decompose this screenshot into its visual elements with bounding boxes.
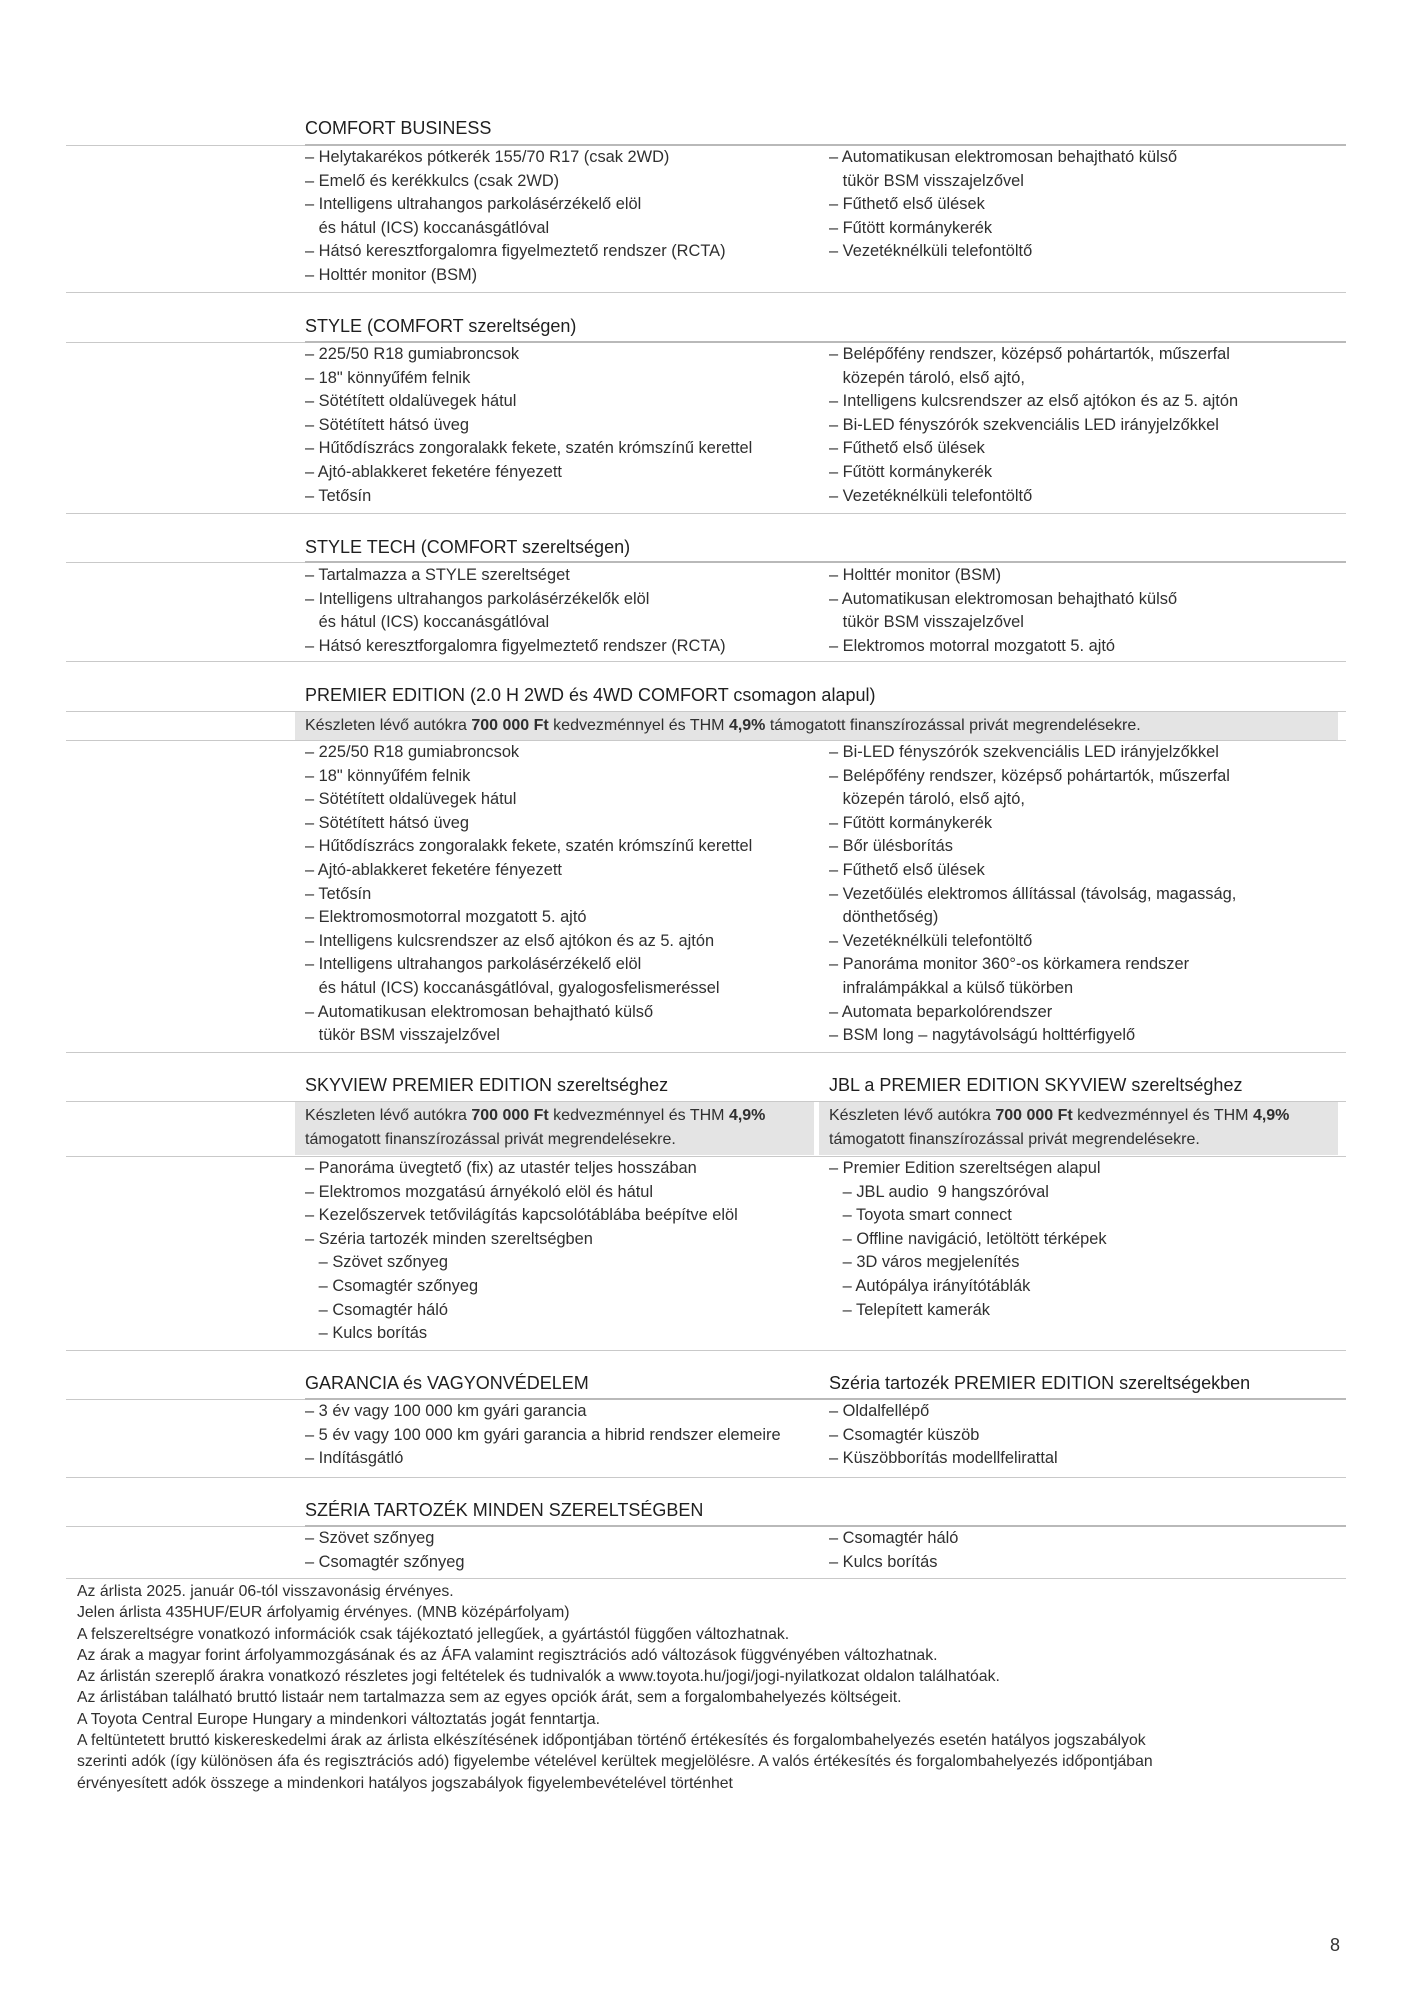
- list-item: – Automatikusan elektromosan behajtható külső: [829, 589, 1178, 608]
- list-item: – 5 év vagy 100 000 km gyári garancia a hibrid rendszer elemeire: [305, 1425, 781, 1444]
- list-item: – Automatikusan elektromosan behajtható külső: [829, 148, 1178, 166]
- list-item: – Panoráma üvegtető (fix) az utastér teljes hosszában: [305, 1159, 697, 1177]
- style-tech-right-list: [829, 564, 1177, 658]
- list-item: – Vezetéknélküli telefontöltő: [829, 486, 1033, 505]
- list-item: tükör BSM visszajelzővel: [305, 1026, 500, 1045]
- list-item: – Bőr ülésborítás: [829, 837, 953, 856]
- list-item: – Sötétített hátsó üveg: [305, 813, 470, 832]
- list-item: közepén tároló, első ajtó,: [829, 790, 1025, 809]
- list-item: – Szövet szőnyeg: [305, 1253, 449, 1272]
- section-title-premier-edition: PREMIER EDITION (2.0 H 2WD és 4WD COMFORT csomagon alapul): [305, 685, 876, 705]
- list-item: – Fűtött kormánykerék: [829, 813, 993, 832]
- comfort-business-right-list: [829, 146, 1177, 264]
- list-item: – Sötétített oldalüvegek hátul: [305, 790, 517, 809]
- jbl-offer-band: Készleten lévő autókra 700 000 Ft kedvezménnyel és THM 4,9% támogatott finanszírozással privát megrendelésekre.: [819, 1102, 1338, 1155]
- list-item: – Vezetőülés elektromos állítással (távolság, magasság,: [829, 884, 1237, 903]
- szeria-minden-left-list: [305, 1527, 464, 1574]
- list-item: – Csomagtér küszöb: [829, 1425, 980, 1444]
- list-item: – Emelő és kerékkulcs (csak 2WD): [305, 171, 560, 190]
- list-item: – 3D város megjelenítés: [829, 1253, 1020, 1272]
- list-item: Jelen árlista 435HUF/EUR árfolyamig érvényes. (MNB középárfolyam): [77, 1604, 570, 1622]
- list-item: – Vezetéknélküli telefontöltő: [829, 242, 1033, 261]
- list-item: – Csomagtér szőnyeg: [305, 1276, 479, 1295]
- jbl-list: [829, 1157, 1107, 1322]
- list-item: – Kulcs borítás: [305, 1324, 428, 1343]
- list-item: és hátul (ICS) koccanásgátlóval, gyalogosfelismeréssel: [305, 978, 720, 997]
- section-title-style-tech: STYLE TECH (COMFORT szereltségen): [305, 537, 631, 557]
- szeria-premier-list: [829, 1400, 1058, 1471]
- list-item: A feltüntetett bruttó kiskereskedelmi árak az árlista elkészítésének időpontjában történő értékesítés és forgalombahelyezés esetén hatályos jogszabályok: [77, 1732, 1146, 1750]
- section-title-skyview: SKYVIEW PREMIER EDITION szereltséghez: [305, 1075, 669, 1095]
- list-item: – Hátsó keresztforgalomra figyelmeztető rendszer (RCTA): [305, 242, 726, 261]
- rule: [66, 1477, 1346, 1478]
- rule: [66, 1052, 1346, 1053]
- list-item: – BSM long – nagytávolságú holttérfigyelő: [829, 1026, 1136, 1045]
- list-item: – Oldalfellépő: [829, 1402, 930, 1420]
- list-item: – Bi-LED fényszórók szekvenciális LED irányjelzőkkel: [829, 743, 1219, 761]
- list-item: – Kezelőszervek tetővilágítás kapcsolótáblába beépítve elöl: [305, 1206, 738, 1225]
- list-item: – 225/50 R18 gumiabroncsok: [305, 345, 520, 363]
- list-item: – Toyota smart connect: [829, 1206, 1012, 1225]
- list-item: – Fűthető első ülések: [829, 860, 985, 879]
- list-item: – Sötétített oldalüvegek hátul: [305, 392, 517, 411]
- list-item: – Intelligens kulcsrendszer az első ajtókon és az 5. ajtón: [305, 931, 715, 950]
- list-item: – Tetősín: [305, 884, 372, 903]
- list-item: – Intelligens ultrahangos parkolásérzékelő elöl: [305, 955, 642, 974]
- premier-right-list: [829, 741, 1236, 1048]
- szeria-minden-right-list: [829, 1527, 958, 1574]
- list-item: tükör BSM visszajelzővel: [829, 613, 1024, 632]
- list-item: infralámpákkal a külső tükörben: [829, 978, 1074, 997]
- list-item: – Holttér monitor (BSM): [829, 566, 1002, 584]
- footnotes: [77, 1581, 1153, 1794]
- list-item: – Autópálya irányítótáblák: [829, 1276, 1031, 1295]
- list-item: – Csomagtér háló: [305, 1300, 449, 1319]
- list-item: – 3 év vagy 100 000 km gyári garancia: [305, 1402, 587, 1420]
- page-number: 8: [1329, 1935, 1340, 1955]
- list-item: – Indításgátló: [305, 1449, 404, 1468]
- list-item: tükör BSM visszajelzővel: [829, 171, 1024, 190]
- list-item: – Helytakarékos pótkerék 155/70 R17 (csak 2WD): [305, 148, 670, 166]
- list-item: – Belépőfény rendszer, középső pohártartók, műszerfal: [829, 345, 1230, 363]
- list-item: – Belépőfény rendszer, középső pohártartók, műszerfal: [829, 766, 1230, 785]
- list-item: – Ajtó-ablakkeret feketére fényezett: [305, 860, 562, 879]
- list-item: A felszereltségre vonatkozó információk csak tájékoztató jellegűek, a gyártástól függően változhatnak.: [77, 1625, 790, 1643]
- comfort-business-left-list: [305, 146, 726, 288]
- list-item: – Szövet szőnyeg: [305, 1529, 435, 1547]
- list-item: – Telepített kamerák: [829, 1300, 990, 1319]
- list-item: és hátul (ICS) koccanásgátlóval: [305, 613, 550, 632]
- list-item: – Hátsó keresztforgalomra figyelmeztető rendszer (RCTA): [305, 636, 726, 655]
- list-item: – Fűtött kormánykerék: [829, 462, 993, 481]
- list-item: Az árak a magyar forint árfolyammozgásának és az ÁFA valamint regisztrációs adó változások függvényében változhatnak.: [77, 1646, 938, 1664]
- section-title-garancia: GARANCIA és VAGYONVÉDELEM: [305, 1373, 589, 1393]
- list-item: – Csomagtér szőnyeg: [305, 1552, 465, 1571]
- premier-offer-band: Készleten lévő autókra 700 000 Ft kedvezménnyel és THM 4,9% támogatott finanszírozással privát megrendelésekre.: [295, 712, 1338, 740]
- list-item: – Sötétített hátsó üveg: [305, 415, 470, 434]
- list-item: – Intelligens kulcsrendszer az első ajtókon és az 5. ajtón: [829, 392, 1239, 411]
- list-item: – Széria tartozék minden szereltségben: [305, 1229, 593, 1248]
- list-item: – Küszöbborítás modellfelirattal: [829, 1449, 1058, 1468]
- list-item: közepén tároló, első ajtó,: [829, 368, 1025, 387]
- premier-left-list: [305, 741, 752, 1048]
- list-item: – Hűtődíszrács zongoralakk fekete, szatén krómszínű kerettel: [305, 837, 753, 856]
- list-item: Az árlistán szereplő árakra vonatkozó részletes jogi feltételek és tudnivalók a www.toyota.hu/jogi/jogi-nyilatkozat oldalon találhatóak.: [77, 1668, 1000, 1686]
- list-item: és hátul (ICS) koccanásgátlóval: [305, 218, 550, 237]
- section-header-rule: [305, 561, 1346, 563]
- list-item: – Fűthető első ülések: [829, 439, 985, 458]
- list-item: – Intelligens ultrahangos parkolásérzékelők elöl: [305, 589, 650, 608]
- list-item: – Ajtó-ablakkeret feketére fényezett: [305, 462, 562, 481]
- list-item: – Elektromos motorral mozgatott 5. ajtó: [829, 636, 1116, 655]
- section-title-jbl: JBL a PREMIER EDITION SKYVIEW szereltséghez: [829, 1075, 1243, 1095]
- style-left-list: [305, 343, 752, 508]
- list-item: – Bi-LED fényszórók szekvenciális LED irányjelzőkkel: [829, 415, 1219, 434]
- list-item: – 225/50 R18 gumiabroncsok: [305, 743, 520, 761]
- list-item: – Panoráma monitor 360°-os körkamera rendszer: [829, 955, 1190, 974]
- list-item: – Csomagtér háló: [829, 1529, 959, 1547]
- style-tech-left-list: [305, 564, 726, 658]
- list-item: Az árlista 2025. január 06-tól visszavonásig érvényes.: [77, 1583, 454, 1600]
- list-item: – Premier Edition szereltségen alapul: [829, 1159, 1101, 1177]
- rule: [66, 661, 1346, 662]
- list-item: – 18" könnyűfém felnik: [305, 368, 471, 387]
- list-item: – Hűtődíszrács zongoralakk fekete, szatén krómszínű kerettel: [305, 439, 753, 458]
- list-item: – Automatikusan elektromosan behajtható külső: [305, 1002, 654, 1021]
- list-item: érvényesített adók összege a mindenkori hatályos jogszabályok figyelembevételével történhet: [77, 1774, 733, 1792]
- list-item: – Kulcs borítás: [829, 1552, 938, 1571]
- list-item: – JBL audio 9 hangszóróval: [829, 1182, 1049, 1201]
- list-item: A Toyota Central Europe Hungary a mindenkori változtatás jogát fenntartja.: [77, 1710, 601, 1728]
- section-title-comfort-business: COMFORT BUSINESS: [305, 118, 492, 138]
- section-title-szeria-minden: SZÉRIA TARTOZÉK MINDEN SZERELTSÉGBEN: [305, 1500, 704, 1520]
- list-item: – Fűthető első ülések: [829, 195, 985, 214]
- list-item: – 18" könnyűfém felnik: [305, 766, 471, 785]
- list-item: dönthetőség): [829, 908, 939, 927]
- list-item: – Vezetéknélküli telefontöltő: [829, 931, 1033, 950]
- list-item: Az árlistában található bruttó listaár nem tartalmazza sem az egyes opciók árát, sem a forgalombahelyezés költségeit.: [77, 1689, 902, 1707]
- list-item: – Offline navigáció, letöltött térképek: [829, 1229, 1107, 1248]
- list-item: – Elektromos mozgatású árnyékoló elöl és hátul: [305, 1182, 654, 1201]
- rule: [66, 513, 1346, 514]
- rule: [66, 292, 1346, 293]
- skyview-offer-band: Készleten lévő autókra 700 000 Ft kedvezménnyel és THM 4,9% támogatott finanszírozással privát megrendelésekre.: [295, 1102, 814, 1155]
- list-item: – Tetősín: [305, 486, 372, 505]
- section-title-style: STYLE (COMFORT szereltségen): [305, 316, 577, 336]
- rule: [66, 1350, 1346, 1351]
- list-item: – Fűtött kormánykerék: [829, 218, 993, 237]
- garancia-list: [305, 1400, 781, 1471]
- style-right-list: [829, 343, 1238, 508]
- skyview-list: [305, 1157, 738, 1346]
- list-item: – Elektromosmotorral mozgatott 5. ajtó: [305, 908, 587, 927]
- list-item: – Tartalmazza a STYLE szereltséget: [305, 566, 570, 584]
- section-title-szeria-premier: Széria tartozék PREMIER EDITION szereltségekben: [829, 1373, 1251, 1393]
- list-item: – Holttér monitor (BSM): [305, 265, 478, 284]
- list-item: – Intelligens ultrahangos parkolásérzékelő elöl: [305, 195, 642, 214]
- list-item: szerinti adók (így különösen áfa és regisztrációs adó) figyelembe vételével kerültek megjelölésre. A valós értékesítés és forgalombahelyezés időpontjában: [77, 1753, 1153, 1771]
- rule: [66, 1578, 1346, 1579]
- list-item: – Automata beparkolórendszer: [829, 1002, 1053, 1021]
